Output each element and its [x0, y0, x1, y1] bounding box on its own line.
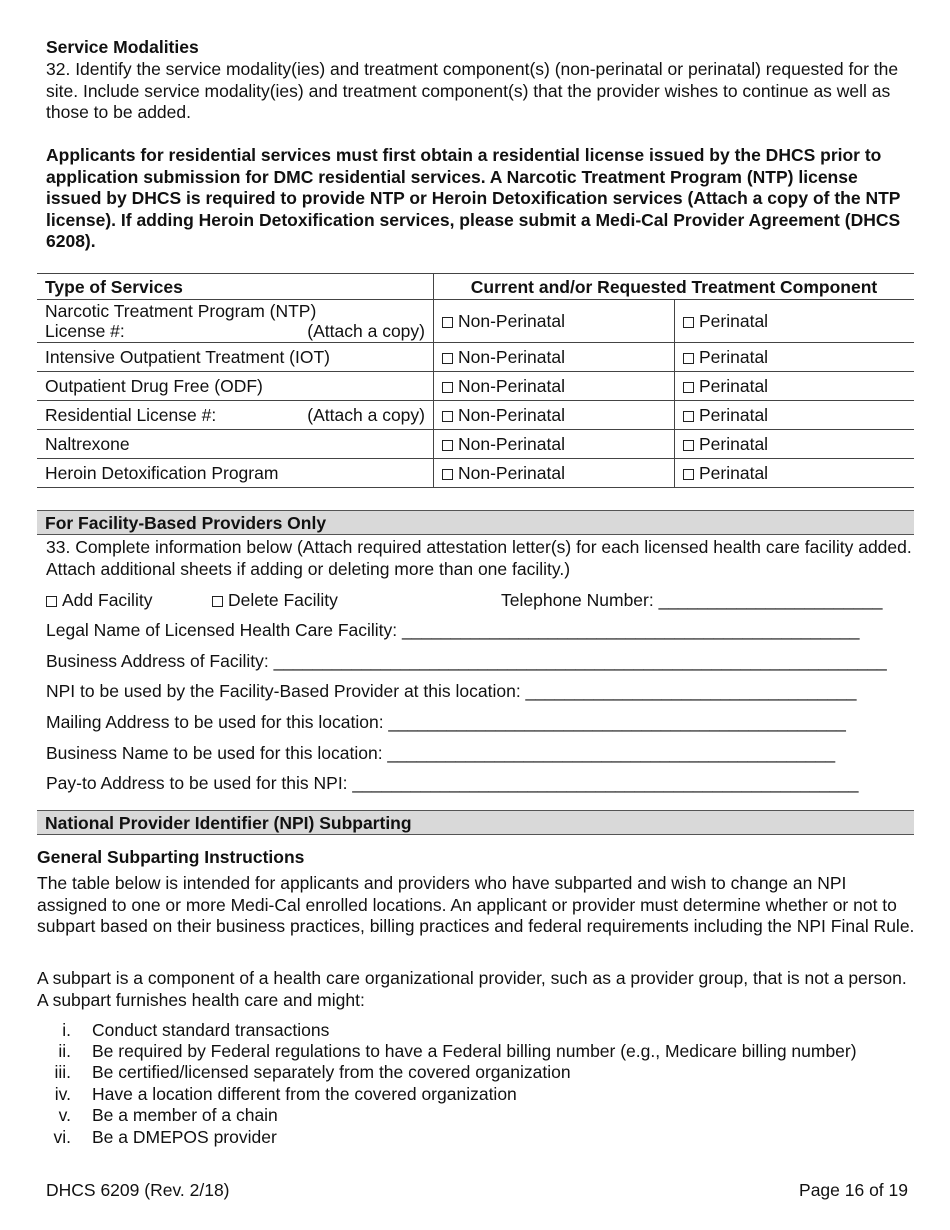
checkbox[interactable]: [442, 440, 453, 451]
services-table: [37, 273, 914, 488]
section-bar-npi-subparting: National Provider Identifier (NPI) Subparting: [37, 810, 914, 835]
list-text: Be a DMEPOS provider: [92, 1127, 277, 1147]
subparting-paragraph-1: The table below is intended for applicants and providers who have subparted and wish to change an NPI assigned to one or more Medi-Cal enrolled locations. An applicant or provider must determine whether or not to subpart based on their business practices, billing practices and federal requirements including the NPI Final Rule.: [37, 873, 915, 936]
perinatal-label: Perinatal: [699, 463, 769, 483]
list-item: [37, 1020, 329, 1042]
table-row-residential: [37, 401, 914, 430]
checkbox[interactable]: [442, 353, 453, 364]
service-name: Outpatient Drug Free (ODF): [37, 372, 434, 401]
perinatal-option[interactable]: [675, 401, 915, 430]
checkbox[interactable]: [683, 382, 694, 393]
subparting-paragraph-2: A subpart is a component of a health care organizational provider, such as a provider group, that is not a person. A subpart furnishes health care and might:: [37, 968, 907, 1010]
service-name: Heroin Detoxification Program: [37, 459, 434, 488]
column-header-type-of-services: Type of Services: [37, 274, 434, 300]
perinatal-option[interactable]: [675, 343, 915, 372]
list-number: ii.: [58, 1041, 71, 1061]
perinatal-label: Perinatal: [699, 376, 769, 396]
perinatal-option[interactable]: [675, 430, 915, 459]
add-facility-option[interactable]: [46, 590, 152, 612]
section-bar-facility-based: For Facility-Based Providers Only: [37, 510, 914, 535]
non-perinatal-option[interactable]: [434, 372, 675, 401]
service-name: Narcotic Treatment Program (NTP): [45, 301, 317, 321]
checkbox[interactable]: [442, 317, 453, 328]
table-row-naltrexone: [37, 430, 914, 459]
legal-name-field[interactable]: Legal Name of Licensed Health Care Facility: _______________________________________________: [46, 620, 860, 640]
perinatal-label: Perinatal: [699, 405, 769, 425]
list-item: [37, 1127, 277, 1149]
business-address-field[interactable]: Business Address of Facility: _______________________________________________________________: [46, 651, 887, 671]
checkbox[interactable]: [442, 382, 453, 393]
non-perinatal-label: Non-Perinatal: [458, 347, 565, 367]
checkbox[interactable]: [683, 440, 694, 451]
delete-facility-option[interactable]: [212, 590, 338, 612]
page-number: Page 16 of 19: [799, 1180, 908, 1200]
service-cell: [37, 401, 434, 430]
list-item: [37, 1084, 517, 1106]
question-32-text: 32. Identify the service modality(ies) and treatment component(s) (non-perinatal or perinatal) requested for the site. Include service modality(ies) and treatment component(s) that the provider wishes to continue as well as those to be added.: [46, 59, 899, 122]
list-item: [37, 1041, 857, 1063]
telephone-number-field[interactable]: Telephone Number: _______________________: [501, 590, 883, 610]
checkbox[interactable]: [683, 469, 694, 480]
checkbox[interactable]: [442, 469, 453, 480]
perinatal-label: Perinatal: [699, 347, 769, 367]
perinatal-option[interactable]: [675, 372, 915, 401]
checkbox[interactable]: [683, 353, 694, 364]
table-row-iot: [37, 343, 914, 372]
service-name: Intensive Outpatient Treatment (IOT): [37, 343, 434, 372]
service-name: Residential License #:: [45, 405, 217, 425]
non-perinatal-label: Non-Perinatal: [458, 311, 565, 331]
list-text: Have a location different from the covered organization: [92, 1084, 517, 1104]
checkbox[interactable]: [46, 596, 57, 607]
perinatal-label: Perinatal: [699, 434, 769, 454]
npi-field[interactable]: NPI to be used by the Facility-Based Provider at this location: __________________________________: [46, 681, 857, 701]
non-perinatal-option[interactable]: [434, 300, 675, 343]
mailing-address-field[interactable]: Mailing Address to be used for this location: _______________________________________________: [46, 712, 846, 732]
list-number: v.: [58, 1105, 71, 1125]
delete-facility-label: Delete Facility: [228, 590, 338, 610]
checkbox[interactable]: [212, 596, 223, 607]
non-perinatal-option[interactable]: [434, 430, 675, 459]
list-number: iv.: [54, 1084, 71, 1104]
non-perinatal-label: Non-Perinatal: [458, 463, 565, 483]
checkbox[interactable]: [683, 317, 694, 328]
checkbox[interactable]: [442, 411, 453, 422]
non-perinatal-label: Non-Perinatal: [458, 434, 565, 454]
table-row-heroin-detox: [37, 459, 914, 488]
attach-note: (Attach a copy): [307, 405, 425, 425]
perinatal-label: Perinatal: [699, 311, 769, 331]
non-perinatal-label: Non-Perinatal: [458, 376, 565, 396]
license-number-label: License #:: [45, 321, 125, 341]
attach-note: (Attach a copy): [307, 321, 425, 341]
non-perinatal-option[interactable]: [434, 459, 675, 488]
list-text: Be a member of a chain: [92, 1105, 278, 1125]
list-item: [37, 1062, 571, 1084]
residential-license-notice: Applicants for residential services must first obtain a residential license issued by the DHCS prior to application submission for DMC residential services. A Narcotic Treatment Program (NTP) license issued by DHCS is required to provide NTP or Heroin Detoxification services (Attach a copy of the NTP license). If adding Heroin Detoxification services, please submit a Medi-Cal Provider Agreement (DHCS 6208).: [46, 145, 901, 251]
list-text: Be certified/licensed separately from the covered organization: [92, 1062, 571, 1082]
non-perinatal-label: Non-Perinatal: [458, 405, 565, 425]
section-heading-service-modalities: Service Modalities: [46, 37, 199, 57]
service-cell: [37, 300, 434, 343]
non-perinatal-option[interactable]: [434, 343, 675, 372]
list-number: iii.: [54, 1062, 71, 1082]
table-row-ntp: [37, 300, 914, 343]
business-name-field[interactable]: Business Name to be used for this location: ______________________________________________: [46, 743, 836, 763]
question-33-text: 33. Complete information below (Attach required attestation letter(s) for each licensed health care facility added. Attach additional sheets if adding or deleting more than one facility.): [46, 537, 912, 579]
add-facility-label: Add Facility: [62, 590, 153, 610]
list-number: vi.: [53, 1127, 71, 1147]
general-subparting-heading: General Subparting Instructions: [37, 847, 305, 867]
pay-to-address-field[interactable]: Pay-to Address to be used for this NPI: ____________________________________________________: [46, 773, 859, 793]
table-row-odf: [37, 372, 914, 401]
non-perinatal-option[interactable]: [434, 401, 675, 430]
checkbox[interactable]: [683, 411, 694, 422]
column-header-treatment-component: Current and/or Requested Treatment Component: [434, 274, 915, 300]
perinatal-option[interactable]: [675, 459, 915, 488]
perinatal-option[interactable]: [675, 300, 915, 343]
list-number: i.: [62, 1020, 71, 1040]
list-text: Conduct standard transactions: [92, 1020, 330, 1040]
list-text: Be required by Federal regulations to have a Federal billing number (e.g., Medicare billing number): [92, 1041, 857, 1061]
service-name: Naltrexone: [37, 430, 434, 459]
list-item: [37, 1105, 278, 1127]
form-number: DHCS 6209 (Rev. 2/18): [46, 1180, 230, 1200]
